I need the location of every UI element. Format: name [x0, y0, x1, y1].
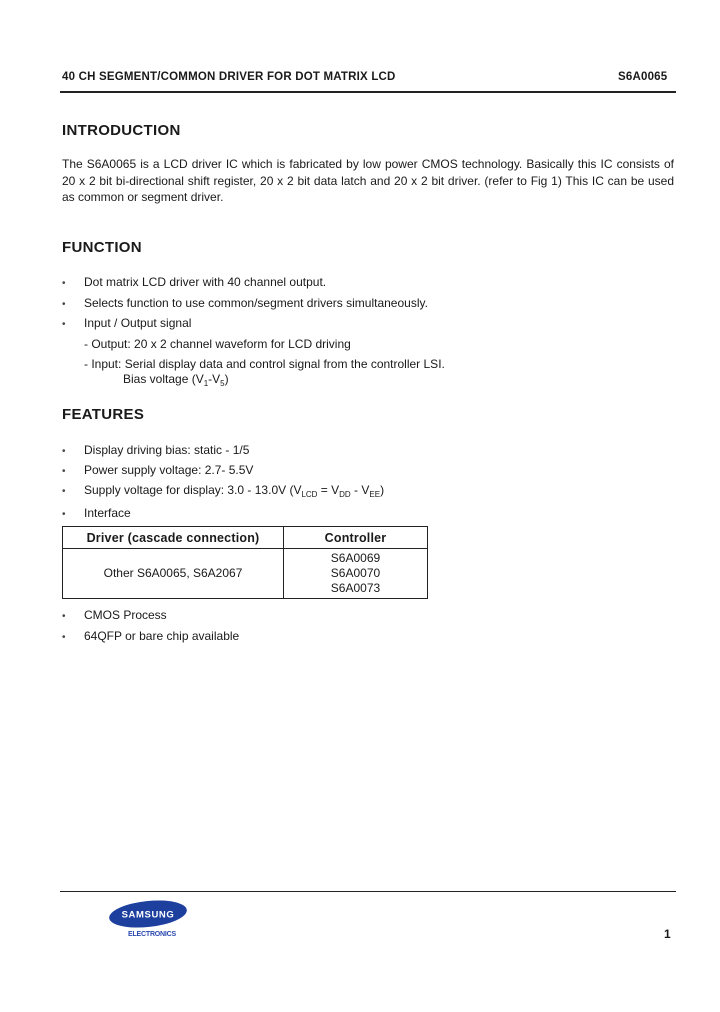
logo-subtext: ELECTRONICS	[128, 931, 176, 938]
table-row	[63, 549, 428, 599]
function-item-3: • Input / Output signal	[62, 315, 191, 333]
features-item-6: • 64QFP or bare chip available	[62, 628, 239, 646]
function-heading: FUNCTION	[62, 239, 142, 256]
table-header-driver: Driver (cascade connection)	[63, 527, 284, 549]
bullet-icon: •	[62, 611, 66, 622]
header-rule	[60, 91, 676, 93]
introduction-heading: INTRODUCTION	[62, 122, 181, 139]
features-heading: FEATURES	[62, 406, 145, 423]
bullet-icon: •	[62, 278, 66, 289]
function-item-1: • Dot matrix LCD driver with 40 channel output.	[62, 274, 326, 292]
samsung-logo-icon	[108, 899, 188, 939]
bullet-icon: •	[62, 299, 66, 310]
features-item-1: • Display driving bias: static - 1/5	[62, 442, 249, 460]
table-cell-driver: Other S6A0065, S6A2067	[63, 549, 284, 599]
introduction-body: The S6A0065 is a LCD driver IC which is fabricated by low power CMOS technology. Basically this IC consists of 20 x 2 bit bi-directional shift register, 20 x 2 bit data latch and 20 x 2 bit driver. (refer to Fig 1) This IC can be used as common or segment driver.	[62, 157, 674, 204]
function-output-line: - Output: 20 x 2 channel waveform for LCD driving	[84, 337, 351, 351]
features-item-4: • Interface	[62, 505, 131, 523]
function-bias-line: Bias voltage $(V_1-V_5)$	[123, 372, 229, 388]
logo-wordmark: SAMSUNG	[121, 909, 175, 921]
page-number: 1	[664, 927, 671, 941]
bullet-icon: •	[62, 632, 66, 643]
bullet-icon: •	[62, 486, 66, 497]
footer-rule	[60, 891, 676, 892]
function-item-2: • Selects function to use common/segment drivers simultaneously.	[62, 295, 428, 313]
features-item-3: • Supply voltage for display: 3.0 - 13.0V $(V_{LCD} = V_{DD} - V_{EE})$	[62, 483, 385, 499]
bullet-icon: •	[62, 319, 66, 330]
features-item-2: • Power supply voltage: 2.7- 5.5V	[62, 462, 253, 480]
bullet-icon: •	[62, 446, 66, 457]
bullet-icon: •	[62, 509, 66, 520]
bullet-icon: •	[62, 466, 66, 477]
features-item-5: • CMOS Process	[62, 607, 167, 625]
table-cell-controllers: S6A0069 S6A0070 S6A0073	[284, 549, 428, 599]
table-header-row	[63, 527, 428, 549]
interface-table	[62, 526, 428, 599]
part-number: S6A0065	[618, 71, 668, 83]
function-input-line: - Input: Serial display data and control signal from the controller LSI.	[84, 357, 445, 371]
document-title: 40 CH SEGMENT/COMMON DRIVER FOR DOT MATRIX LCD	[62, 71, 396, 83]
samsung-logo	[108, 899, 188, 939]
table-header-controller: Controller	[284, 527, 428, 549]
